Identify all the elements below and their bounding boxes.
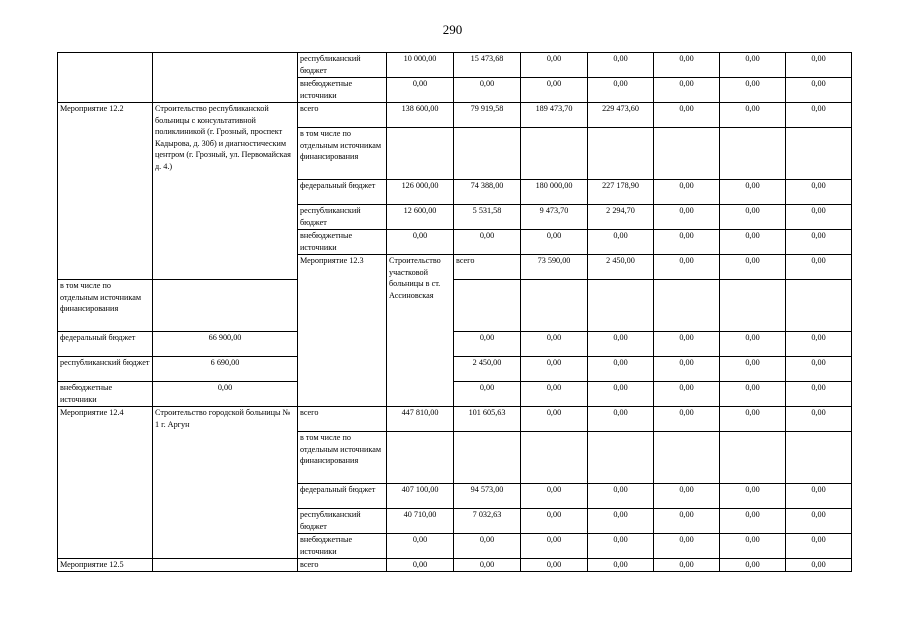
amount-cell: 0,00 — [786, 255, 852, 280]
amount-cell: 7 032,63 — [454, 509, 521, 534]
amount-cell: 0,00 — [588, 407, 654, 432]
amount-cell: 0,00 — [654, 509, 720, 534]
amount-cell: 0,00 — [786, 78, 852, 103]
amount-cell: 0,00 — [720, 180, 786, 205]
amount-cell: 0,00 — [654, 103, 720, 128]
amount-cell: 0,00 — [588, 78, 654, 103]
amount-cell: 0,00 — [454, 534, 521, 559]
amount-cell: 138 600,00 — [387, 103, 454, 128]
amount-cell: 126 000,00 — [387, 180, 454, 205]
amount-cell — [588, 432, 654, 484]
table-row — [58, 407, 852, 432]
event-cell — [58, 53, 153, 103]
amount-cell: 0,00 — [654, 205, 720, 230]
amount-cell: 0,00 — [521, 407, 588, 432]
funding-source-cell: внебюджетные источники — [58, 382, 153, 407]
amount-cell: 0,00 — [521, 332, 588, 357]
amount-cell: 0,00 — [720, 484, 786, 509]
amount-cell: 0,00 — [654, 534, 720, 559]
event-name-cell — [153, 559, 298, 572]
funding-source-cell: республиканский бюджет — [298, 509, 387, 534]
amount-cell: 0,00 — [720, 205, 786, 230]
amount-cell — [720, 128, 786, 180]
amount-cell: 0,00 — [654, 78, 720, 103]
amount-cell: 0,00 — [654, 559, 720, 572]
amount-cell: 0,00 — [654, 332, 720, 357]
amount-cell: 0,00 — [521, 484, 588, 509]
funding-source-cell: всего — [298, 407, 387, 432]
table-row — [58, 103, 852, 128]
amount-cell: 0,00 — [654, 357, 720, 382]
amount-cell: 0,00 — [654, 382, 720, 407]
amount-cell: 0,00 — [454, 230, 521, 255]
amount-cell: 0,00 — [786, 180, 852, 205]
amount-cell: 0,00 — [588, 357, 654, 382]
amount-cell — [521, 280, 588, 332]
amount-cell: 0,00 — [588, 559, 654, 572]
amount-cell — [387, 128, 454, 180]
amount-cell: 180 000,00 — [521, 180, 588, 205]
amount-cell: 0,00 — [786, 509, 852, 534]
amount-cell: 0,00 — [786, 382, 852, 407]
table-row — [58, 53, 852, 78]
amount-cell: 0,00 — [720, 103, 786, 128]
amount-cell — [588, 128, 654, 180]
amount-cell: 0,00 — [786, 205, 852, 230]
amount-cell: 0,00 — [521, 357, 588, 382]
table-row — [58, 357, 852, 382]
amount-cell — [786, 432, 852, 484]
table-row — [58, 559, 852, 572]
event-name-cell: Строительство республиканской больницы с консультативной поликлиникой (г. Грозный, проспект Кадырова, д. 30б) и диагностическим центром (г. Грозный, ул. Первомайская д. 4.) — [153, 103, 298, 280]
amount-cell: 0,00 — [588, 509, 654, 534]
amount-cell: 0,00 — [720, 332, 786, 357]
amount-cell: 0,00 — [720, 230, 786, 255]
amount-cell — [153, 280, 298, 332]
amount-cell: 0,00 — [588, 484, 654, 509]
amount-cell — [720, 280, 786, 332]
amount-cell: 74 388,00 — [454, 180, 521, 205]
event-name-cell — [153, 53, 298, 103]
funding-source-cell: всего — [298, 103, 387, 128]
funding-source-cell: внебюджетные источники — [298, 230, 387, 255]
amount-cell: 0,00 — [387, 534, 454, 559]
amount-cell: 0,00 — [521, 78, 588, 103]
funding-source-cell: республиканский бюджет — [298, 53, 387, 78]
amount-cell — [454, 280, 521, 332]
amount-cell: 0,00 — [654, 255, 720, 280]
amount-cell: 40 710,00 — [387, 509, 454, 534]
funding-source-cell: в том числе по отдельным источникам финансирования — [298, 432, 387, 484]
funding-source-cell: республиканский бюджет — [58, 357, 153, 382]
amount-cell — [654, 280, 720, 332]
amount-cell: 0,00 — [654, 407, 720, 432]
amount-cell: 407 100,00 — [387, 484, 454, 509]
amount-cell — [387, 432, 454, 484]
amount-cell: 0,00 — [786, 230, 852, 255]
table-row — [58, 382, 852, 407]
amount-cell: 0,00 — [720, 255, 786, 280]
amount-cell: 0,00 — [786, 407, 852, 432]
amount-cell: 0,00 — [521, 509, 588, 534]
amount-cell: 0,00 — [588, 332, 654, 357]
funding-source-cell: в том числе по отдельным источникам финансирования — [58, 280, 153, 332]
funding-source-cell: федеральный бюджет — [58, 332, 153, 357]
amount-cell: 0,00 — [720, 357, 786, 382]
amount-cell: 79 919,58 — [454, 103, 521, 128]
amount-cell: 0,00 — [387, 230, 454, 255]
funding-source-cell: внебюджетные источники — [298, 78, 387, 103]
amount-cell: 0,00 — [521, 53, 588, 78]
amount-cell: 0,00 — [720, 559, 786, 572]
amount-cell: 0,00 — [654, 53, 720, 78]
amount-cell: 0,00 — [387, 78, 454, 103]
amount-cell: 0,00 — [588, 53, 654, 78]
event-cell: Мероприятие 12.5 — [58, 559, 153, 572]
amount-cell: 0,00 — [588, 382, 654, 407]
amount-cell: 0,00 — [786, 484, 852, 509]
amount-cell: 0,00 — [454, 332, 521, 357]
funding-source-cell: республиканский бюджет — [298, 205, 387, 230]
funding-source-cell: всего — [454, 255, 521, 280]
amount-cell: 0,00 — [521, 382, 588, 407]
amount-cell: 94 573,00 — [454, 484, 521, 509]
table-row — [58, 280, 852, 332]
amount-cell — [454, 432, 521, 484]
funding-source-cell: федеральный бюджет — [298, 180, 387, 205]
amount-cell: 0,00 — [521, 559, 588, 572]
event-name-cell: Строительство городской больницы № 1 г. Аргун — [153, 407, 298, 559]
table-row — [58, 332, 852, 357]
amount-cell: 5 531,58 — [454, 205, 521, 230]
amount-cell — [786, 280, 852, 332]
amount-cell: 101 605,63 — [454, 407, 521, 432]
funding-source-cell: в том числе по отдельным источникам финансирования — [298, 128, 387, 180]
table-body — [58, 53, 852, 572]
amount-cell: 66 900,00 — [153, 332, 298, 357]
amount-cell: 0,00 — [720, 509, 786, 534]
amount-cell: 0,00 — [387, 559, 454, 572]
amount-cell: 2 450,00 — [454, 357, 521, 382]
amount-cell — [521, 128, 588, 180]
event-name-cell: Строительство участковой больницы в ст. Ассиновская — [387, 255, 454, 407]
amount-cell — [654, 128, 720, 180]
amount-cell: 0,00 — [454, 382, 521, 407]
amount-cell — [588, 280, 654, 332]
funding-source-cell: федеральный бюджет — [298, 484, 387, 509]
amount-cell: 0,00 — [786, 53, 852, 78]
amount-cell: 0,00 — [720, 407, 786, 432]
amount-cell: 0,00 — [786, 332, 852, 357]
amount-cell: 0,00 — [454, 78, 521, 103]
amount-cell: 0,00 — [654, 180, 720, 205]
amount-cell: 10 000,00 — [387, 53, 454, 78]
amount-cell: 229 473,60 — [588, 103, 654, 128]
amount-cell — [454, 128, 521, 180]
event-cell: Мероприятие 12.3 — [298, 255, 387, 407]
amount-cell: 0,00 — [720, 534, 786, 559]
funding-source-cell: всего — [298, 559, 387, 572]
amount-cell: 2 294,70 — [588, 205, 654, 230]
amount-cell: 0,00 — [588, 230, 654, 255]
amount-cell: 0,00 — [786, 357, 852, 382]
amount-cell: 0,00 — [720, 53, 786, 78]
amount-cell: 9 473,70 — [521, 205, 588, 230]
event-cell: Мероприятие 12.4 — [58, 407, 153, 559]
amount-cell: 6 690,00 — [153, 357, 298, 382]
amount-cell: 189 473,70 — [521, 103, 588, 128]
amount-cell — [720, 432, 786, 484]
amount-cell: 0,00 — [786, 559, 852, 572]
amount-cell: 227 178,90 — [588, 180, 654, 205]
amount-cell: 15 473,68 — [454, 53, 521, 78]
amount-cell: 0,00 — [521, 230, 588, 255]
funding-source-cell: внебюджетные источники — [298, 534, 387, 559]
amount-cell: 0,00 — [454, 559, 521, 572]
amount-cell: 0,00 — [720, 382, 786, 407]
amount-cell — [654, 432, 720, 484]
amount-cell: 12 600,00 — [387, 205, 454, 230]
amount-cell: 447 810,00 — [387, 407, 454, 432]
page-number: 290 — [442, 22, 463, 37]
amount-cell: 2 450,00 — [588, 255, 654, 280]
amount-cell — [786, 128, 852, 180]
amount-cell: 0,00 — [588, 534, 654, 559]
event-cell: Мероприятие 12.2 — [58, 103, 153, 280]
amount-cell: 0,00 — [786, 103, 852, 128]
budget-table — [57, 52, 852, 572]
amount-cell: 0,00 — [654, 484, 720, 509]
amount-cell: 0,00 — [153, 382, 298, 407]
amount-cell: 73 590,00 — [521, 255, 588, 280]
amount-cell: 0,00 — [654, 230, 720, 255]
amount-cell: 0,00 — [521, 534, 588, 559]
amount-cell: 0,00 — [720, 78, 786, 103]
amount-cell — [521, 432, 588, 484]
amount-cell: 0,00 — [786, 534, 852, 559]
